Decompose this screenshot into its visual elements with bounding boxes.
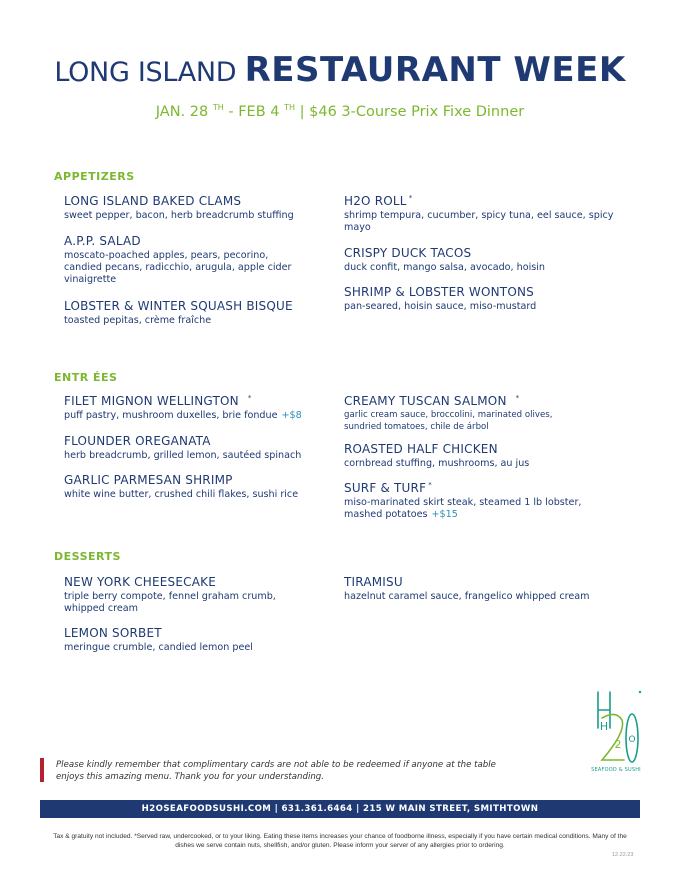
logo-letter-o: O xyxy=(628,735,636,745)
upcharge: +$8 xyxy=(281,410,302,421)
item-name: LEMON SORBET xyxy=(64,626,162,640)
item-desc: white wine butter, crushed chili flakes, sushi rice xyxy=(64,489,299,500)
item-name: NEW YORK CHEESECAKE xyxy=(64,575,216,589)
menu-item xyxy=(344,194,614,234)
raw-asterisk: * xyxy=(428,481,432,489)
menu-item xyxy=(64,434,334,462)
item-desc: hazelnut caramel sauce, frangelico whipped cream xyxy=(344,591,590,602)
item-name: TIRAMISU xyxy=(344,575,403,589)
item-name: GARLIC PARMESAN SHRIMP xyxy=(64,473,233,487)
price-text: | $46 3-Course Prix Fixe Dinner xyxy=(295,104,525,120)
menu-item xyxy=(64,299,334,327)
date-start: JAN. 28 xyxy=(155,104,209,120)
menu-item xyxy=(344,481,614,521)
item-desc: pan-seared, hoisin sauce, miso-mustard xyxy=(344,301,537,312)
menu-item xyxy=(344,394,584,433)
item-desc: sweet pepper, bacon, herb breadcrumb stuffing xyxy=(64,210,294,221)
menu-item xyxy=(344,285,614,313)
item-desc: triple berry compote, fennel graham crumb, whipped cream xyxy=(64,591,276,614)
item-desc: shrimp tempura, cucumber, spicy tuna, eel sauce, spicy mayo xyxy=(344,210,614,233)
menu-item xyxy=(64,394,334,422)
menu-item xyxy=(64,626,334,654)
item-desc: puff pastry, mushroom duxelles, brie fondue xyxy=(64,410,278,421)
ordinal-suffix: TH xyxy=(284,103,296,112)
complimentary-notice: Please kindly remember that complimentary cards are not able to be redeemed if anyone at the table enjoys this amazing menu. Thank you for your understanding. xyxy=(56,760,496,782)
item-name: FILET MIGNON WELLINGTON xyxy=(64,394,239,408)
item-desc: herb breadcrumb, grilled lemon, sautéed spinach xyxy=(64,450,302,461)
item-desc: meringue crumble, candied lemon peel xyxy=(64,642,253,653)
disclaimer: Tax & gratuity not included. *Served raw, undercooked, or to your liking. Eating these items increases your chance of foodborne illness, especially if you have certain medical conditions. Many of the dishes we serve contain nuts, shellfish, and/or gluten. Please inform your server of any allergies prior to ordering. xyxy=(53,833,627,849)
item-desc: toasted pepitas, crème fraîche xyxy=(64,315,212,326)
upcharge: +$15 xyxy=(431,509,458,520)
date-price-line xyxy=(0,103,680,120)
title-bold: RESTAURANT WEEK xyxy=(244,50,626,90)
item-name: CREAMY TUSCAN SALMON xyxy=(344,394,507,408)
item-desc: garlic cream sauce, broccolini, marinated olives, sundried tomatoes, chile de árbol xyxy=(344,410,553,432)
menu-item xyxy=(344,442,614,470)
entrees-heading: ENTR ÉES xyxy=(54,371,118,384)
item-name: FLOUNDER OREGANATA xyxy=(64,434,211,448)
item-name: CRISPY DUCK TACOS xyxy=(344,246,472,260)
appetizers-heading: APPETIZERS xyxy=(54,170,135,183)
notice-accent-bar xyxy=(40,758,44,782)
item-name: SURF & TURF xyxy=(344,481,427,495)
item-desc: miso-marinated skirt steak, steamed 1 lb lobster, mashed potatoes xyxy=(344,497,582,520)
print-code: 12.22.23 xyxy=(612,852,634,858)
menu-item xyxy=(344,246,614,274)
item-desc: moscato-poached apples, pears, pecorino, candied pecans, radicchio, arugula, apple cider vinaigrette xyxy=(64,250,292,285)
ordinal-suffix: TH xyxy=(212,103,224,112)
item-desc: duck confit, mango salsa, avocado, hoisin xyxy=(344,262,546,273)
menu-item xyxy=(64,234,304,286)
menu-item xyxy=(344,575,644,603)
menu-item xyxy=(64,575,304,615)
item-name: A.P.P. SALAD xyxy=(64,234,141,248)
date-separator: - FEB 4 xyxy=(223,104,280,120)
item-name: ROASTED HALF CHICKEN xyxy=(344,442,498,456)
logo-letter-h: H xyxy=(599,720,609,733)
desserts-heading: DESSERTS xyxy=(54,550,121,563)
raw-asterisk: * xyxy=(408,194,413,202)
page-title xyxy=(0,50,680,90)
raw-asterisk: * xyxy=(515,394,520,402)
footer-contact-bar: H2OSEAFOODSUSHI.COM | 631.361.6464 | 215 W MAIN STREET, SMITHTOWN xyxy=(40,800,640,818)
item-name: LOBSTER & WINTER SQUASH BISQUE xyxy=(64,299,293,313)
logo-digit-2: 2 xyxy=(614,738,622,751)
menu-item xyxy=(64,194,334,222)
logo-tagline: SEAFOOD & SUSHI xyxy=(591,767,641,773)
item-name: H2O ROLL xyxy=(344,194,407,208)
item-desc: cornbread stuffing, mushrooms, au jus xyxy=(344,458,530,469)
title-light: LONG ISLAND xyxy=(54,57,245,88)
item-name: LONG ISLAND BAKED CLAMS xyxy=(64,194,242,208)
item-name: SHRIMP & LOBSTER WONTONS xyxy=(344,285,534,299)
raw-asterisk: * xyxy=(247,394,252,402)
h2o-logo xyxy=(588,688,644,778)
menu-item xyxy=(64,473,334,501)
